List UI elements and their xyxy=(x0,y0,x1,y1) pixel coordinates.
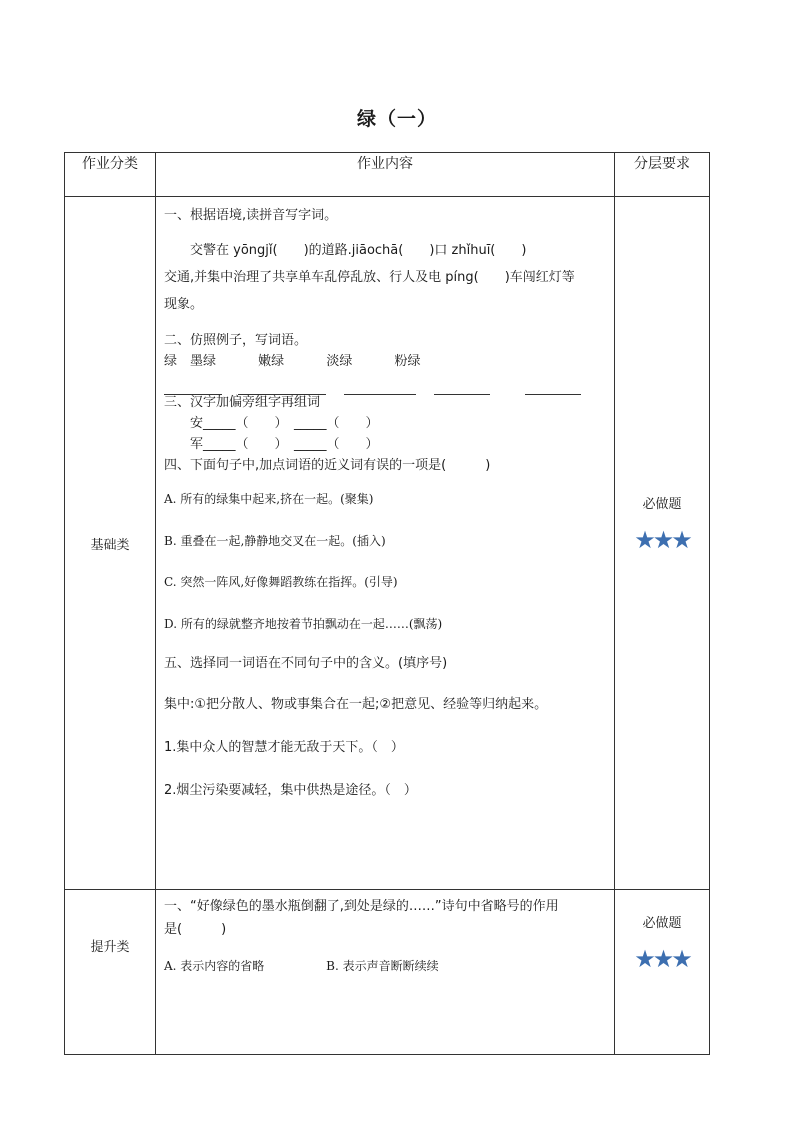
q2-word-1: 嫩绿 xyxy=(258,354,285,370)
q2-example: 绿 墨绿 xyxy=(164,354,217,370)
star-rating-icon: ★★★ xyxy=(634,525,690,554)
q4-option-a: A. 所有的绿集中起来,挤在一起。(聚集) xyxy=(164,492,374,507)
adv-q1-line2: 是( ) xyxy=(164,921,227,937)
header-category: 作业分类 xyxy=(65,153,156,197)
q3-row2: 军_____（ ） _____（ ） xyxy=(190,436,379,452)
q5-title: 五、选择同一词语在不同句子中的含义。(填序号) xyxy=(164,656,448,671)
q3-row1: 安_____（ ） _____（ ） xyxy=(190,415,379,431)
star-rating-icon: ★★★ xyxy=(634,945,690,973)
q1-title: 一、根据语境,读拼音写字词。 xyxy=(164,208,338,223)
q1-line3: 现象。 xyxy=(164,296,204,312)
adv-option-a: A. 表示内容的省略 xyxy=(164,958,265,973)
q5-definition: 集中:①把分散人、物或事集合在一起;②把意见、经验等归纳起来。 xyxy=(164,696,548,712)
q2-blanks-row xyxy=(164,376,606,388)
q1-line1: 交警在 yōngjǐ( )的道路.jiāochā( )口 zhǐhuī( ) xyxy=(190,242,527,258)
q2-word-3: 粉绿 xyxy=(394,354,421,370)
table-header-row xyxy=(65,153,710,197)
requirement-label: 必做题 xyxy=(642,496,682,512)
q3-title: 三、汉字加偏旁组字再组词 xyxy=(164,395,321,411)
q2-word-2: 淡绿 xyxy=(326,354,353,370)
q4-title: 四、下面句子中,加点词语的近义词有误的一项是( ) xyxy=(164,457,491,473)
q2-words-row xyxy=(164,353,606,372)
answer-blank[interactable] xyxy=(434,393,490,395)
requirement-label: 必做题 xyxy=(642,916,682,931)
q2-title: 二、仿照例子，写词语。 xyxy=(164,333,308,349)
q1-line2: 交通,并集中治理了共享单车乱停乱放、行人及电 píng( )车闯红灯等 xyxy=(164,269,575,285)
category-advanced: 提升类 xyxy=(65,890,156,1055)
homework-table xyxy=(64,152,710,1055)
q4-option-c: C. 突然一阵风,好像舞蹈教练在指挥。(引导) xyxy=(164,575,398,590)
q4-option-d: D. 所有的绿就整齐地按着节拍飘动在一起……(飘荡) xyxy=(164,616,443,631)
answer-blank[interactable] xyxy=(525,393,581,395)
content-basic xyxy=(156,197,615,890)
q5-item-1: 1.集中众人的智慧才能无敌于天下。（ ） xyxy=(164,739,404,755)
content-advanced xyxy=(156,890,615,1055)
q5-item-2: 2.烟尘污染要减轻，集中供热是途径。（ ） xyxy=(164,782,417,798)
adv-option-b: B. 表示声音断断续续 xyxy=(326,958,439,973)
requirement-advanced xyxy=(615,890,710,1055)
adv-q1-line1: 一、“好像绿色的墨水瓶倒翻了,到处是绿的……”诗句中省略号的作用 xyxy=(164,899,559,914)
adv-options-row xyxy=(164,958,606,975)
q4-option-b: B. 重叠在一起,静静地交叉在一起。(插入) xyxy=(164,533,386,548)
header-content: 作业内容 xyxy=(156,153,615,197)
category-basic: 基础类 xyxy=(65,197,156,890)
page-title: 绿（一） xyxy=(356,108,437,130)
answer-blank[interactable] xyxy=(344,393,416,395)
header-requirement: 分层要求 xyxy=(615,153,710,197)
requirement-basic xyxy=(615,197,710,890)
table-row-basic xyxy=(65,197,710,890)
table-row-advanced xyxy=(65,890,710,1055)
